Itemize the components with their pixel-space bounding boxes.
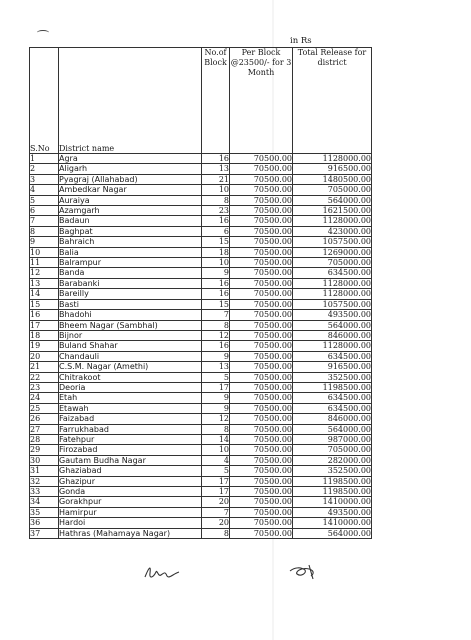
table-row (30, 434, 372, 444)
row-per-block: 70500.00 (230, 393, 293, 403)
row-sno: 25 (30, 403, 59, 413)
row-per-block: 70500.00 (230, 507, 293, 517)
table-row (30, 424, 372, 434)
row-sno: 17 (30, 320, 59, 330)
row-blocks: 16 (202, 278, 230, 288)
row-blocks: 9 (202, 403, 230, 413)
row-blocks: 8 (202, 424, 230, 434)
row-total: 634500.00 (293, 393, 372, 403)
row-district: Hamirpur (59, 507, 202, 517)
row-blocks: 13 (202, 164, 230, 174)
row-district: Bhadohi (59, 310, 202, 320)
row-per-block: 70500.00 (230, 362, 293, 372)
row-sno: 34 (30, 497, 59, 507)
row-sno: 10 (30, 247, 59, 257)
row-blocks: 5 (202, 466, 230, 476)
row-district: Balia (59, 247, 202, 257)
row-blocks: 17 (202, 476, 230, 486)
row-sno: 24 (30, 393, 59, 403)
row-per-block: 70500.00 (230, 258, 293, 268)
row-sno: 37 (30, 528, 59, 538)
row-district: Chandauli (59, 351, 202, 361)
table-row (30, 330, 372, 340)
row-total: 1128000.00 (293, 278, 372, 288)
table-row (30, 445, 372, 455)
row-district: C.S.M. Nagar (Amethi) (59, 362, 202, 372)
row-total: 1198500.00 (293, 476, 372, 486)
table-row (30, 455, 372, 465)
table-row (30, 393, 372, 403)
row-blocks: 10 (202, 445, 230, 455)
row-district: Agra (59, 154, 202, 164)
row-district: Basti (59, 299, 202, 309)
row-district: Fatehpur (59, 434, 202, 444)
row-blocks: 16 (202, 216, 230, 226)
row-district: Gorakhpur (59, 497, 202, 507)
row-sno: 22 (30, 372, 59, 382)
signature-right (287, 561, 323, 583)
row-per-block: 70500.00 (230, 403, 293, 413)
row-sno: 5 (30, 195, 59, 205)
row-sno: 13 (30, 278, 59, 288)
row-per-block: 70500.00 (230, 320, 293, 330)
row-total: 493500.00 (293, 310, 372, 320)
row-district: Farrukhabad (59, 424, 202, 434)
row-total: 1057500.00 (293, 237, 372, 247)
row-per-block: 70500.00 (230, 487, 293, 497)
row-sno: 20 (30, 351, 59, 361)
table-row (30, 341, 372, 351)
row-sno: 18 (30, 330, 59, 340)
row-blocks: 10 (202, 258, 230, 268)
row-total: 1480500.00 (293, 174, 372, 184)
row-sno: 32 (30, 476, 59, 486)
row-sno: 33 (30, 487, 59, 497)
header-total: Total Release for district (293, 48, 372, 154)
row-blocks: 17 (202, 487, 230, 497)
row-sno: 2 (30, 164, 59, 174)
row-sno: 3 (30, 174, 59, 184)
table-row (30, 320, 372, 330)
table-row (30, 382, 372, 392)
row-sno: 8 (30, 226, 59, 236)
row-sno: 30 (30, 455, 59, 465)
row-sno: 29 (30, 445, 59, 455)
table-row (30, 310, 372, 320)
row-per-block: 70500.00 (230, 216, 293, 226)
row-blocks: 14 (202, 434, 230, 444)
table-row (30, 195, 372, 205)
row-total: 564000.00 (293, 424, 372, 434)
row-district: Pyagraj (Allahabad) (59, 174, 202, 184)
header-district: District name (59, 48, 202, 154)
district-release-table (29, 47, 372, 539)
row-district: Balrampur (59, 258, 202, 268)
row-per-block: 70500.00 (230, 299, 293, 309)
table-row (30, 268, 372, 278)
row-district: Hathras (Mahamaya Nagar) (59, 528, 202, 538)
row-blocks: 7 (202, 310, 230, 320)
row-sno: 11 (30, 258, 59, 268)
table-row (30, 278, 372, 288)
row-per-block: 70500.00 (230, 185, 293, 195)
row-blocks: 9 (202, 268, 230, 278)
row-district: Gautam Budha Nagar (59, 455, 202, 465)
table-row (30, 372, 372, 382)
row-sno: 7 (30, 216, 59, 226)
row-blocks: 23 (202, 206, 230, 216)
table-row (30, 497, 372, 507)
row-sno: 15 (30, 299, 59, 309)
table-row (30, 206, 372, 216)
row-blocks: 8 (202, 320, 230, 330)
table-row (30, 289, 372, 299)
row-district: Bijnor (59, 330, 202, 340)
row-total: 282000.00 (293, 455, 372, 465)
row-total: 1128000.00 (293, 216, 372, 226)
row-per-block: 70500.00 (230, 226, 293, 236)
table-header-row (30, 48, 372, 154)
row-district: Ghaziabad (59, 466, 202, 476)
row-blocks: 9 (202, 351, 230, 361)
table-row (30, 226, 372, 236)
header-per-block: Per Block @23500/- for 3 Month (230, 48, 293, 154)
table-row (30, 518, 372, 528)
row-district: Ambedkar Nagar (59, 185, 202, 195)
row-total: 705000.00 (293, 445, 372, 455)
row-sno: 21 (30, 362, 59, 372)
row-district: Bareilly (59, 289, 202, 299)
row-total: 1621500.00 (293, 206, 372, 216)
row-blocks: 9 (202, 393, 230, 403)
row-district: Bheem Nagar (Sambhal) (59, 320, 202, 330)
table-row (30, 154, 372, 164)
row-per-block: 70500.00 (230, 528, 293, 538)
row-blocks: 16 (202, 341, 230, 351)
header-sno: S.No (30, 48, 59, 154)
row-district: Gonda (59, 487, 202, 497)
row-per-block: 70500.00 (230, 497, 293, 507)
header-blocks: No.of Block (202, 48, 230, 154)
row-sno: 23 (30, 382, 59, 392)
table-row (30, 351, 372, 361)
row-per-block: 70500.00 (230, 154, 293, 164)
table-row (30, 403, 372, 413)
row-per-block: 70500.00 (230, 278, 293, 288)
row-district: Deoria (59, 382, 202, 392)
row-district: Auraiya (59, 195, 202, 205)
table-row (30, 237, 372, 247)
table-row (30, 414, 372, 424)
table-row (30, 507, 372, 517)
row-per-block: 70500.00 (230, 466, 293, 476)
row-blocks: 8 (202, 528, 230, 538)
row-sno: 31 (30, 466, 59, 476)
table-row (30, 528, 372, 538)
row-per-block: 70500.00 (230, 341, 293, 351)
row-blocks: 12 (202, 330, 230, 340)
table-row (30, 299, 372, 309)
row-blocks: 15 (202, 237, 230, 247)
table-body (30, 154, 372, 539)
row-blocks: 12 (202, 414, 230, 424)
table-row (30, 216, 372, 226)
row-sno: 27 (30, 424, 59, 434)
row-total: 916500.00 (293, 362, 372, 372)
row-district: Bahraich (59, 237, 202, 247)
row-per-block: 70500.00 (230, 518, 293, 528)
row-per-block: 70500.00 (230, 445, 293, 455)
row-per-block: 70500.00 (230, 289, 293, 299)
row-total: 423000.00 (293, 226, 372, 236)
row-sno: 12 (30, 268, 59, 278)
row-blocks: 16 (202, 154, 230, 164)
row-per-block: 70500.00 (230, 247, 293, 257)
row-per-block: 70500.00 (230, 174, 293, 184)
row-district: Etawah (59, 403, 202, 413)
row-blocks: 4 (202, 455, 230, 465)
row-district: Azamgarh (59, 206, 202, 216)
table-row (30, 362, 372, 372)
row-total: 846000.00 (293, 414, 372, 424)
row-total: 987000.00 (293, 434, 372, 444)
row-total: 634500.00 (293, 403, 372, 413)
row-per-block: 70500.00 (230, 195, 293, 205)
row-blocks: 20 (202, 518, 230, 528)
row-blocks: 6 (202, 226, 230, 236)
row-district: Hardoi (59, 518, 202, 528)
signature-left (143, 563, 183, 583)
row-district: Badaun (59, 216, 202, 226)
row-blocks: 10 (202, 185, 230, 195)
table-row (30, 466, 372, 476)
row-sno: 16 (30, 310, 59, 320)
row-total: 352500.00 (293, 372, 372, 382)
row-per-block: 70500.00 (230, 476, 293, 486)
row-blocks: 15 (202, 299, 230, 309)
row-blocks: 18 (202, 247, 230, 257)
table-row (30, 258, 372, 268)
row-per-block: 70500.00 (230, 455, 293, 465)
row-per-block: 70500.00 (230, 206, 293, 216)
row-per-block: 70500.00 (230, 414, 293, 424)
table-row (30, 174, 372, 184)
table-row (30, 476, 372, 486)
row-blocks: 5 (202, 372, 230, 382)
table-row (30, 247, 372, 257)
row-blocks: 20 (202, 497, 230, 507)
row-sno: 1 (30, 154, 59, 164)
row-per-block: 70500.00 (230, 330, 293, 340)
row-total: 564000.00 (293, 320, 372, 330)
row-district: Buland Shahar (59, 341, 202, 351)
table-row (30, 164, 372, 174)
row-blocks: 7 (202, 507, 230, 517)
row-sno: 9 (30, 237, 59, 247)
row-total: 493500.00 (293, 507, 372, 517)
row-total: 1198500.00 (293, 487, 372, 497)
row-sno: 28 (30, 434, 59, 444)
row-district: Faizabad (59, 414, 202, 424)
row-district: Chitrakoot (59, 372, 202, 382)
row-total: 1057500.00 (293, 299, 372, 309)
row-total: 1410000.00 (293, 497, 372, 507)
row-blocks: 13 (202, 362, 230, 372)
table-row (30, 487, 372, 497)
row-blocks: 17 (202, 382, 230, 392)
row-district: Barabanki (59, 278, 202, 288)
row-district: Ghazipur (59, 476, 202, 486)
row-district: Aligarh (59, 164, 202, 174)
row-total: 705000.00 (293, 258, 372, 268)
row-district: Firozabad (59, 445, 202, 455)
row-sno: 4 (30, 185, 59, 195)
row-per-block: 70500.00 (230, 372, 293, 382)
row-total: 705000.00 (293, 185, 372, 195)
row-district: Banda (59, 268, 202, 278)
row-per-block: 70500.00 (230, 310, 293, 320)
row-sno: 26 (30, 414, 59, 424)
row-total: 352500.00 (293, 466, 372, 476)
row-total: 634500.00 (293, 268, 372, 278)
row-total: 564000.00 (293, 195, 372, 205)
row-sno: 14 (30, 289, 59, 299)
row-blocks: 21 (202, 174, 230, 184)
row-total: 916500.00 (293, 164, 372, 174)
row-total: 846000.00 (293, 330, 372, 340)
row-blocks: 16 (202, 289, 230, 299)
table-row (30, 185, 372, 195)
corner-pen-mark (37, 30, 49, 35)
row-blocks: 8 (202, 195, 230, 205)
row-total: 1128000.00 (293, 341, 372, 351)
row-sno: 6 (30, 206, 59, 216)
row-district: Etah (59, 393, 202, 403)
currency-unit-note: in Rs (290, 36, 312, 46)
row-sno: 19 (30, 341, 59, 351)
row-total: 634500.00 (293, 351, 372, 361)
row-total: 1198500.00 (293, 382, 372, 392)
row-per-block: 70500.00 (230, 268, 293, 278)
row-per-block: 70500.00 (230, 164, 293, 174)
row-total: 1128000.00 (293, 154, 372, 164)
row-sno: 35 (30, 507, 59, 517)
row-sno: 36 (30, 518, 59, 528)
row-per-block: 70500.00 (230, 424, 293, 434)
row-total: 1410000.00 (293, 518, 372, 528)
row-total: 564000.00 (293, 528, 372, 538)
row-per-block: 70500.00 (230, 351, 293, 361)
row-district: Baghpat (59, 226, 202, 236)
row-per-block: 70500.00 (230, 237, 293, 247)
row-per-block: 70500.00 (230, 434, 293, 444)
row-total: 1269000.00 (293, 247, 372, 257)
row-per-block: 70500.00 (230, 382, 293, 392)
row-total: 1128000.00 (293, 289, 372, 299)
